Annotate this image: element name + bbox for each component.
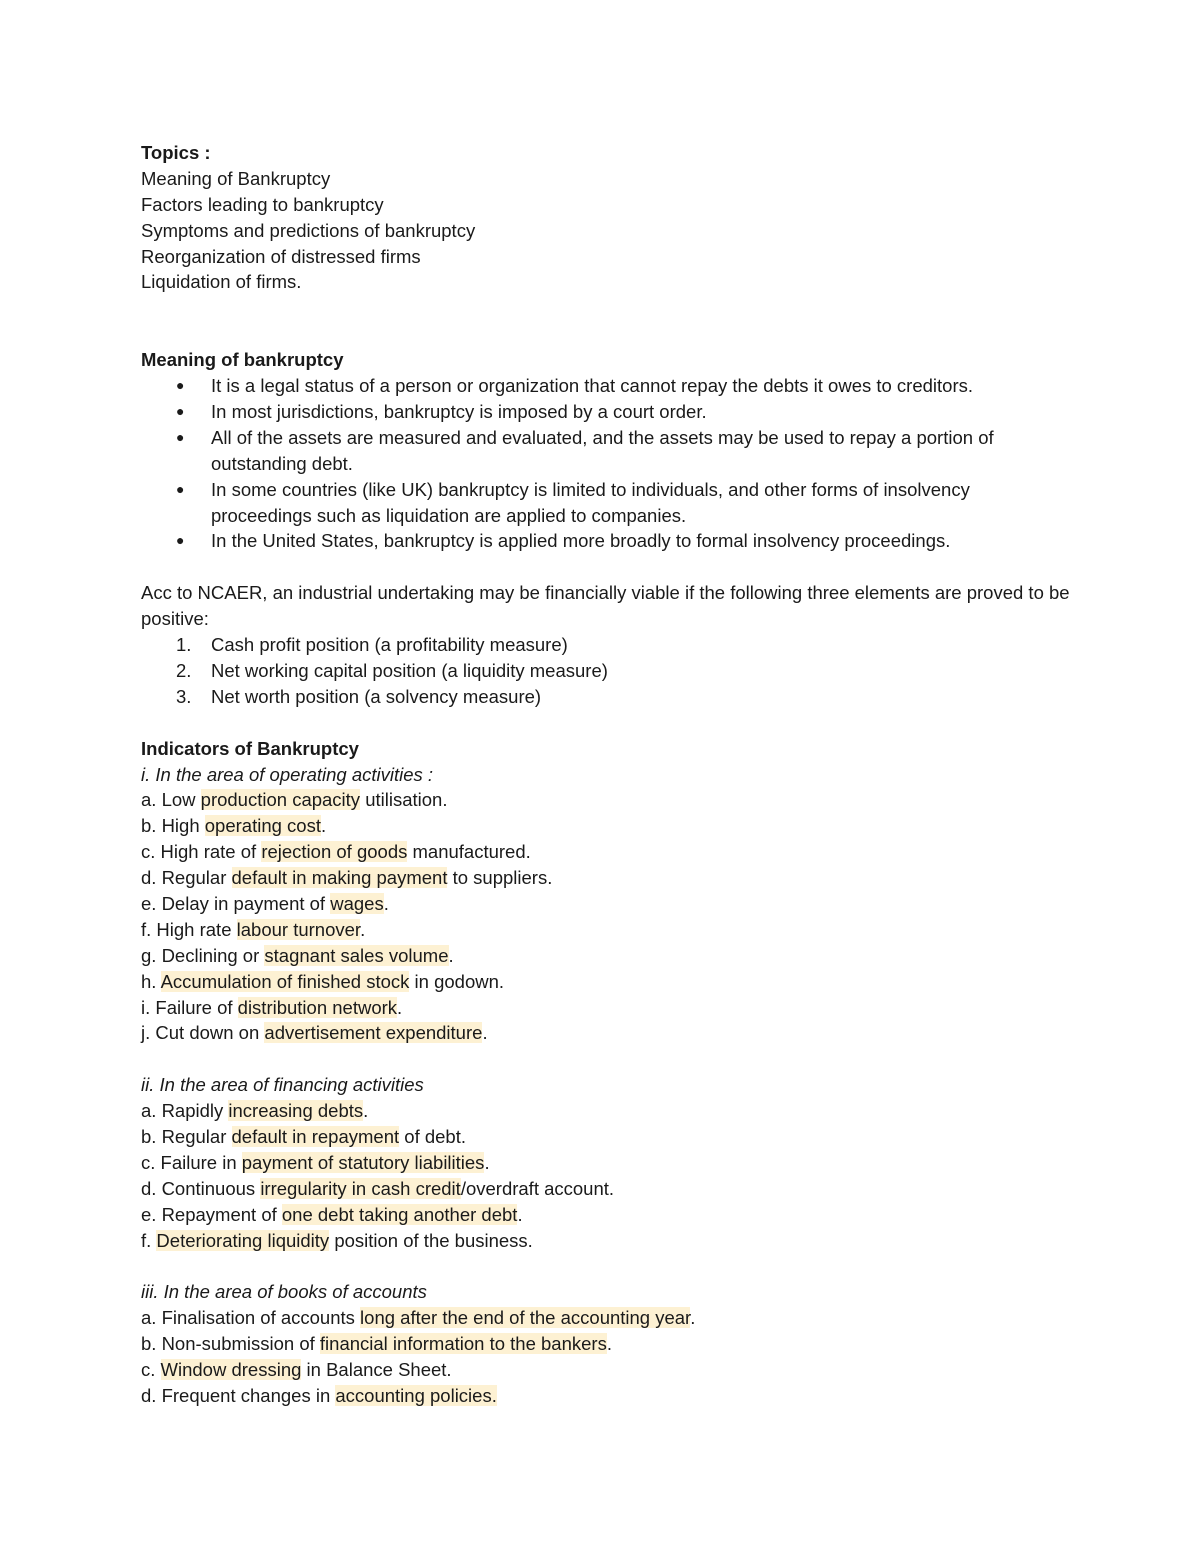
indicator-text: manufactured. [407,841,531,863]
indicator-highlight: increasing debts [228,1100,364,1122]
indicator-text: . [320,815,327,837]
topic-item: Meaning of Bankruptcy [141,167,331,189]
indicator-text: . [397,996,403,1018]
indicator-text: . [363,1100,369,1122]
indicator-text: f. High rate [141,918,237,940]
indicator-item [141,943,1071,969]
ncaer-item [141,632,1071,658]
meaning-bullet: ● In some countries (like UK) bankruptcy is limited to individuals, and other forms of insolvency proceedings such as liquidation are applied to companies. [141,477,1071,529]
indicator-item [141,1098,1071,1124]
ncaer-item-number: 2. [176,659,192,681]
indicator-text: d. Frequent changes in [141,1384,336,1406]
indicator-highlight: Deteriorating liquidity [156,1229,330,1251]
indicator-text: c. High rate of [141,841,262,863]
indicator-item [141,787,1071,813]
indicator-highlight: labour turnover [236,918,361,940]
indicator-text: j. Cut down on [141,1022,265,1044]
indicator-text: e. Delay in payment of [141,893,331,915]
indicator-text: to suppliers. [447,867,553,889]
indicator-highlight: Accumulation of finished stock [160,970,410,992]
indicator-text: utilisation. [360,789,448,811]
indicator-text: c. [141,1359,161,1381]
indicator-highlight: financial information to the bankers [319,1333,607,1355]
indicator-text: a. Finalisation of accounts [141,1307,361,1329]
meaning-bullet: ● All of the assets are measured and evaluated, and the assets may be used to repay a portion of outstanding debt. [141,425,1071,477]
indicator-highlight: advertisement expenditure [264,1022,483,1044]
indicator-text: position of the business. [329,1229,533,1251]
meaning-bullet-list [141,373,1071,554]
spacer [141,554,1071,580]
indicator-item [141,1305,1071,1331]
indicator-item [141,891,1071,917]
indicator-item [141,917,1071,943]
indicator-highlight: default in repayment [231,1126,400,1148]
indicator-text: . [383,893,389,915]
indicator-highlight: payment of statutory liabilities [241,1151,485,1173]
indicator-sections [141,762,1071,1409]
indicator-text: . [484,1151,490,1173]
indicator-text: b. Non-submission of [141,1333,320,1355]
topic-item: Reorganization of distressed firms [141,245,421,267]
indicator-section-title: i. In the area of operating activities : [141,763,434,785]
indicator-text: h. [141,970,161,992]
spacer [141,295,1071,347]
topics-heading: Topics : [141,142,211,163]
indicator-text: . [360,918,366,940]
indicator-highlight: production capacity [200,789,361,811]
indicator-highlight: irregularity in cash credit [260,1177,461,1199]
ncaer-item-number: 3. [176,685,192,707]
indicator-highlight: one debt taking another debt [281,1203,518,1225]
indicator-item [141,1357,1071,1383]
meaning-bullet: ● In the United States, bankruptcy is applied more broadly to formal insolvency proceedings. [141,528,1071,554]
indicator-highlight: distribution network [237,996,398,1018]
indicator-text: i. Failure of [141,996,238,1018]
indicator-item [141,1228,1071,1254]
indicator-text: f. [141,1229,157,1251]
indicator-item [141,1176,1071,1202]
indicator-highlight: Window dressing [160,1359,302,1381]
document-body [141,140,1071,1409]
indicator-text: b. High [141,815,205,837]
indicator-item [141,813,1071,839]
indicator-text: . [482,1022,488,1044]
indicator-text: of debt. [399,1126,466,1148]
indicator-item [141,839,1071,865]
ncaer-intro: Acc to NCAER, an industrial undertaking may be financially viable if the following three elements are proved to be positive: [141,582,1070,630]
indicator-highlight: accounting policies. [335,1384,497,1406]
indicator-item [141,1020,1071,1046]
indicator-text: c. Failure in [141,1151,242,1173]
indicator-item [141,1383,1071,1409]
indicator-item [141,1150,1071,1176]
indicator-highlight: operating cost [204,815,321,837]
indicator-text: . [517,1203,523,1225]
indicator-item [141,969,1071,995]
indicator-highlight: wages [330,893,384,915]
ncaer-numbered-list [141,632,1071,710]
indicator-highlight: stagnant sales volume [264,944,449,966]
ncaer-item [141,658,1071,684]
topic-item: Symptoms and predictions of bankruptcy [141,219,476,241]
spacer [141,1046,1071,1072]
spacer [141,710,1071,736]
indicator-highlight: long after the end of the accounting year [360,1307,691,1329]
indicator-item [141,865,1071,891]
indicator-highlight: default in making payment [231,867,448,889]
ncaer-item-text: Net working capital position (a liquidity measure) [211,659,608,681]
indicator-item [141,995,1071,1021]
indicator-text: . [606,1333,612,1355]
indicator-item [141,1202,1071,1228]
ncaer-item-text: Net worth position (a solvency measure) [211,685,542,707]
indicator-text: b. Regular [141,1126,232,1148]
indicator-text: e. Repayment of [141,1203,282,1225]
indicator-section-title: iii. In the area of books of accounts [141,1281,427,1303]
ncaer-item-text: Cash profit position (a profitability measure) [211,634,568,656]
indicator-item [141,1124,1071,1150]
ncaer-item [141,684,1071,710]
indicator-text: a. Rapidly [141,1100,229,1122]
indicator-highlight: rejection of goods [261,841,408,863]
meaning-heading: Meaning of bankruptcy [141,349,344,371]
indicator-text: d. Regular [141,867,232,889]
indicator-text: . [690,1307,696,1329]
ncaer-item-number: 1. [176,634,192,656]
meaning-bullet: ● In most jurisdictions, bankruptcy is imposed by a court order. [141,399,1071,425]
indicator-item [141,1331,1071,1357]
topic-item: Liquidation of firms. [141,271,302,293]
meaning-bullet: ● It is a legal status of a person or organization that cannot repay the debts it owes to creditors. [141,373,1071,399]
indicator-text: g. Declining or [141,944,265,966]
indicator-text: a. Low [141,789,201,811]
topic-item: Factors leading to bankruptcy [141,193,384,215]
indicator-text: . [448,944,454,966]
indicator-text: in Balance Sheet. [301,1359,452,1381]
indicator-text: in godown. [409,970,505,992]
spacer [141,1254,1071,1280]
indicators-heading: Indicators of Bankruptcy [141,737,359,759]
indicator-section-title: ii. In the area of financing activities [141,1074,424,1096]
indicator-text: /overdraft account. [460,1177,615,1199]
indicator-text: d. Continuous [141,1177,261,1199]
